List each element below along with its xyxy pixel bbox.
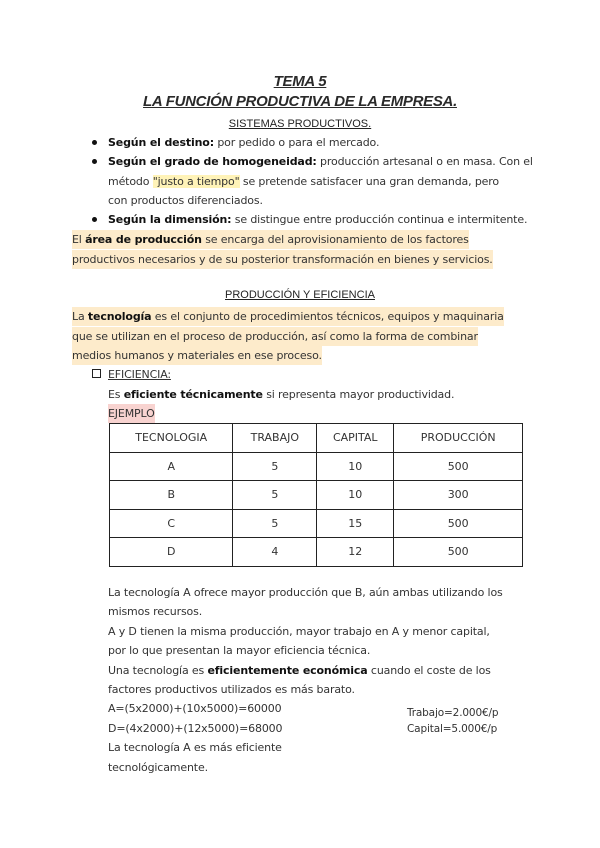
table-header-cell: TECNOLOGIA <box>110 424 233 453</box>
checkbox-icon <box>92 369 101 378</box>
page-subtitle: LA FUNCIÓN PRODUCTIVA DE LA EMPRESA. <box>143 93 457 110</box>
es-bold: eficiente técnicamente <box>123 388 263 401</box>
calc-d: D=(4x2000)+(12x5000)=68000 <box>108 722 283 735</box>
bullet-dimension-label: Según la dimensión: <box>108 213 232 226</box>
bullet-dot <box>92 217 97 222</box>
table-cell: 15 <box>317 509 394 538</box>
side-note-trabajo: Trabajo=2.000€/p <box>407 707 499 719</box>
tecnologia-line3: medios humanos y materiales en ese proceso. <box>72 346 322 365</box>
table-row <box>110 538 523 567</box>
eficiencia-definition <box>108 385 454 404</box>
bullet-dot <box>92 140 97 145</box>
justo-a-tiempo-highlight: "justo a tiempo" <box>152 175 240 188</box>
eficiencia-label: EFICIENCIA: <box>108 368 171 381</box>
section-title-sistemas: SISTEMAS PRODUCTIVOS. <box>228 118 372 130</box>
bullet-homogeneidad <box>108 152 533 171</box>
table-cell: 5 <box>233 452 317 481</box>
table-cell: D <box>110 538 233 567</box>
bullet-dimension-text: se distingue entre producción continua e intermitente. <box>231 213 528 226</box>
bullet-destino <box>108 133 379 152</box>
table-row <box>110 452 523 481</box>
tec-bold: tecnología <box>87 310 152 323</box>
table-cell: 500 <box>394 509 523 538</box>
cont1-pre: método <box>108 175 153 188</box>
analysis-p3-l2: factores productivos utilizados es más barato. <box>108 683 355 696</box>
bullet-homogeneidad-label: Según el grado de homogeneidad: <box>108 155 317 168</box>
area-pre: El <box>72 233 86 246</box>
table-cell: C <box>110 509 233 538</box>
tecnologia-line1 <box>72 307 504 326</box>
calc-a: A=(5x2000)+(10x5000)=60000 <box>108 702 282 715</box>
bullet-homogeneidad-cont1 <box>108 172 499 191</box>
table-row <box>110 509 523 538</box>
bullet-destino-text: por pedido o para el mercado. <box>213 136 380 149</box>
area-l1: se encarga del aprovisionamiento de los factores <box>201 233 469 246</box>
table-cell: 4 <box>233 538 317 567</box>
table-header-row <box>110 424 523 453</box>
ejemplo-label: EJEMPLO <box>108 404 155 423</box>
p3-bold: eficientemente económica <box>207 664 368 677</box>
production-table <box>109 423 523 567</box>
table-cell: 500 <box>394 452 523 481</box>
table-cell: 500 <box>394 538 523 567</box>
table-cell: 10 <box>317 481 394 510</box>
analysis-p2-l2: por lo que presentan la mayor eficiencia técnica. <box>108 644 371 657</box>
table-header-cell: PRODUCCIÓN <box>394 424 523 453</box>
bullet-dimension <box>108 210 527 229</box>
analysis-p1-l1: La tecnología A ofrece mayor producción que B, aún ambas utilizando los <box>108 586 503 599</box>
p3-pre: Una tecnología es <box>108 664 208 677</box>
table-cell: 12 <box>317 538 394 567</box>
page-title: TEMA 5 <box>273 73 327 90</box>
table-cell: A <box>110 452 233 481</box>
bullet-dot <box>92 159 97 164</box>
tec-l1: es el conjunto de procedimientos técnicos, equipos y maquinaria <box>151 310 504 323</box>
tecnologia-line2: que se utilizan en el proceso de producción, así como la forma de combinar <box>72 327 478 346</box>
bullet-destino-label: Según el destino: <box>108 136 214 149</box>
cont1-post: se pretende satisfacer una gran demanda, pero <box>239 175 500 188</box>
area-produccion-line1 <box>72 230 469 249</box>
area-produccion-line2: productivos necesarios y de su posterior transformación en bienes y servicios. <box>72 250 493 269</box>
table-cell: 5 <box>233 481 317 510</box>
table-header-cell: CAPITAL <box>317 424 394 453</box>
side-note-capital: Capital=5.000€/p <box>407 723 498 735</box>
table-cell: B <box>110 481 233 510</box>
conclusion-l1: La tecnología A es más eficiente <box>108 741 282 754</box>
table-cell: 10 <box>317 452 394 481</box>
es-pre: Es <box>108 388 124 401</box>
table-cell: 300 <box>394 481 523 510</box>
p3-post: cuando el coste de los <box>367 664 491 677</box>
table-row <box>110 481 523 510</box>
analysis-p2-l1: A y D tienen la misma producción, mayor trabajo en A y menor capital, <box>108 625 490 638</box>
es-post: si representa mayor productividad. <box>262 388 455 401</box>
tec-pre: La <box>72 310 88 323</box>
table-header-cell: TRABAJO <box>233 424 317 453</box>
table-cell: 5 <box>233 509 317 538</box>
analysis-p3-l1 <box>108 661 491 680</box>
section-title-produccion: PRODUCCIÓN Y EFICIENCIA <box>225 289 375 301</box>
area-bold: área de producción <box>85 233 202 246</box>
bullet-homogeneidad-cont2: con productos diferenciados. <box>108 194 263 207</box>
conclusion-l2: tecnológicamente. <box>108 761 208 774</box>
bullet-homogeneidad-text: producción artesanal o en masa. Con el <box>316 155 533 168</box>
analysis-p1-l2: mismos recursos. <box>108 605 203 618</box>
